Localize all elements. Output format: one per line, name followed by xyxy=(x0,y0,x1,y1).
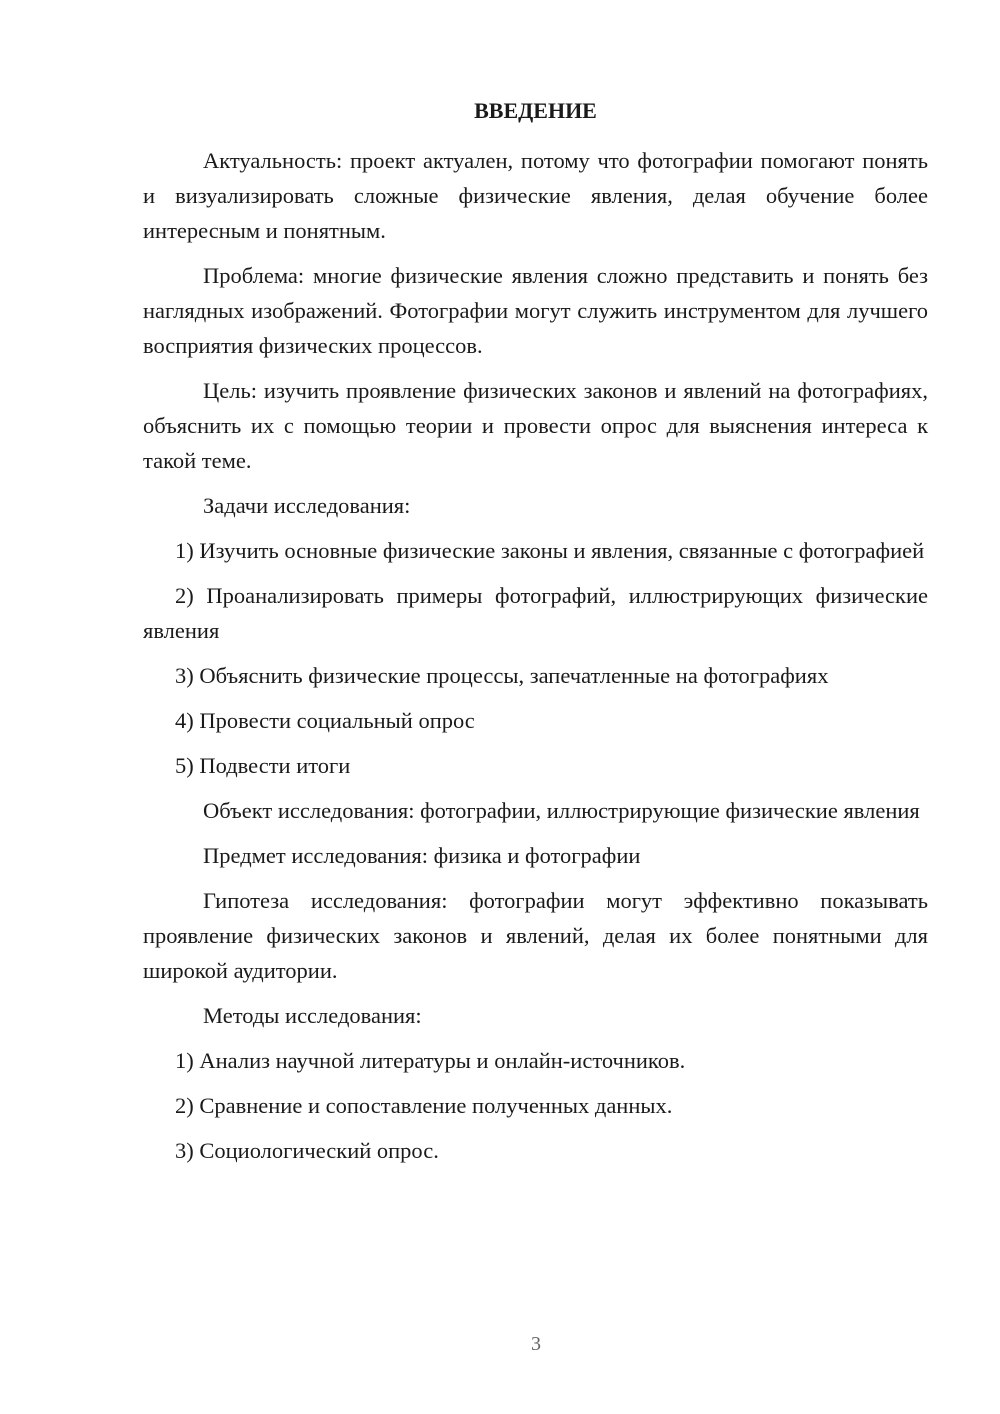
task-item: 3) Объяснить физические процессы, запечатленные на фотографиях xyxy=(175,663,829,688)
section-title: ВВЕДЕНИЕ xyxy=(474,98,597,123)
methods-heading: Методы исследования: xyxy=(203,1003,422,1028)
task-item: 1) Изучить основные физические законы и явления, связанные с фотографией xyxy=(175,538,925,563)
goal-paragraph: Цель: изучить проявление физических законов и явлений на фотографиях, объяснить их с помощью теории и провести опрос для выяснения интереса к такой теме. xyxy=(143,378,928,473)
tasks-heading: Задачи исследования: xyxy=(203,493,411,518)
page-number: 3 xyxy=(531,1333,541,1355)
task-item: 5) Подвести итоги xyxy=(175,753,351,778)
task-item: 4) Провести социальный опрос xyxy=(175,708,475,733)
hypothesis-paragraph: Гипотеза исследования: фотографии могут эффективно показывать проявление физических законов и явлений, делая их более понятными для широкой аудитории. xyxy=(143,888,928,983)
method-item: 2) Сравнение и сопоставление полученных данных. xyxy=(175,1093,673,1118)
object-paragraph: Объект исследования: фотографии, иллюстрирующие физические явления xyxy=(203,798,920,823)
method-item: 1) Анализ научной литературы и онлайн-источников. xyxy=(175,1048,686,1073)
subject-paragraph: Предмет исследования: физика и фотографии xyxy=(203,843,641,868)
method-item: 3) Социологический опрос. xyxy=(175,1138,439,1163)
relevance-paragraph: Актуальность: проект актуален, потому что фотографии помогают понять и визуализировать сложные физические явления, делая обучение более интересным и понятным. xyxy=(143,148,928,243)
document-body xyxy=(143,93,928,1178)
task-item: 2) Проанализировать примеры фотографий, иллюстрирующих физические явления xyxy=(143,583,928,643)
problem-paragraph: Проблема: многие физические явления сложно представить и понять без наглядных изображений. Фотографии могут служить инструментом для лучшего восприятия физических процессов. xyxy=(143,263,928,358)
